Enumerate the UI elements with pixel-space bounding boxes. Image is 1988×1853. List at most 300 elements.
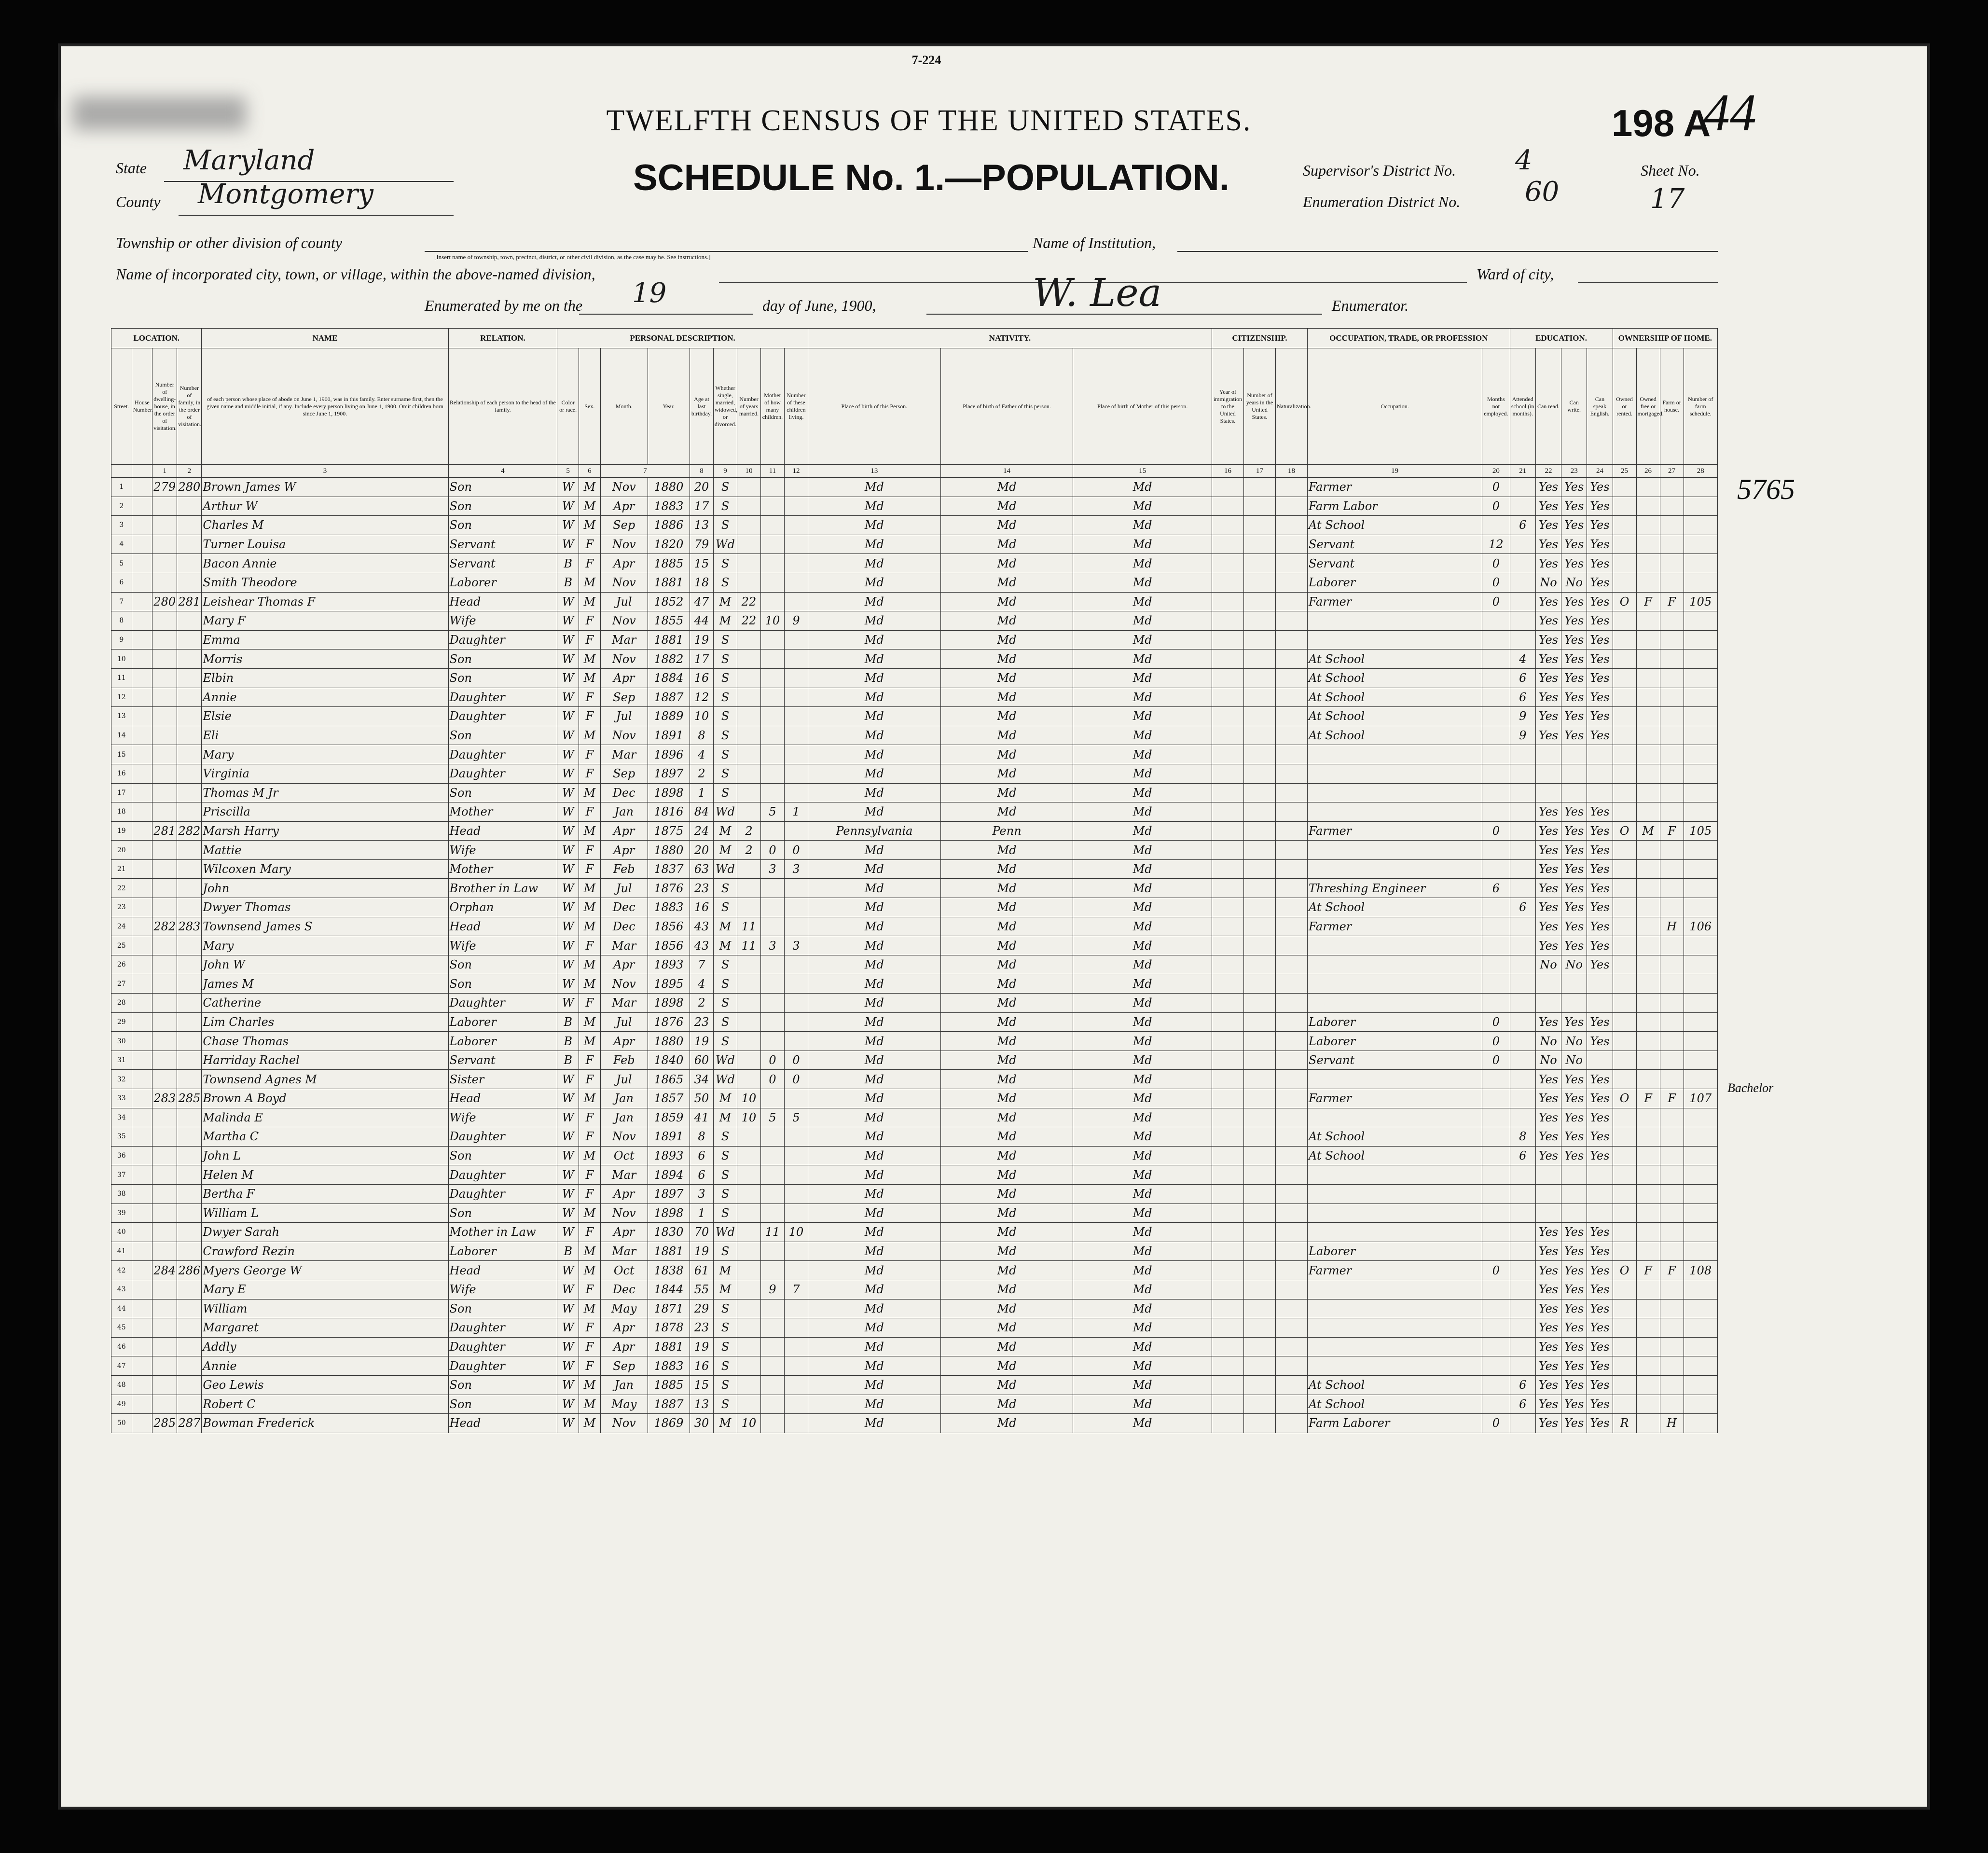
cell-own — [1613, 630, 1636, 650]
cell-mo: Apr — [600, 841, 648, 860]
cell-col: W — [557, 859, 579, 879]
cell-mo_of — [760, 1375, 784, 1395]
cell-pm: Md — [1073, 1299, 1212, 1318]
cell-wr — [1561, 783, 1587, 802]
cell-dw — [152, 688, 177, 707]
cell-sex: F — [579, 535, 601, 554]
cell-own — [1613, 879, 1636, 898]
empty-cell — [1276, 611, 1308, 631]
empty-cell — [1212, 859, 1243, 879]
cell-mo: Feb — [600, 1051, 648, 1070]
cell-col: W — [557, 745, 579, 764]
cell-yr: 1820 — [648, 535, 690, 554]
cell-mar: S — [714, 879, 737, 898]
cell-sch — [1684, 994, 1717, 1013]
cell-own — [1613, 497, 1636, 516]
cell-farm — [1660, 1375, 1684, 1395]
cell-name: Mary E — [202, 1280, 448, 1299]
cell-wr — [1561, 1184, 1587, 1203]
group-ownership: OWNERSHIP OF HOME. — [1613, 329, 1717, 348]
cell-dw — [152, 745, 177, 764]
empty-cell — [1212, 478, 1243, 497]
cell-free: M — [1636, 821, 1660, 841]
cell-rd — [1535, 994, 1561, 1013]
cell-yr: 1887 — [648, 1395, 690, 1414]
empty-cell — [1243, 1146, 1275, 1165]
empty-cell — [1243, 611, 1275, 631]
cell-rel: Daughter — [448, 1318, 557, 1338]
empty-cell — [1276, 898, 1308, 917]
empty-cell — [1276, 1223, 1308, 1242]
cell-sp — [1587, 1184, 1613, 1203]
empty-cell — [1212, 497, 1243, 516]
cell-yr: 1885 — [648, 1375, 690, 1395]
cell-wr: Yes — [1561, 668, 1587, 688]
cell-pb: Md — [808, 535, 940, 554]
line-number: 24 — [111, 917, 132, 936]
table-row — [111, 1012, 1718, 1032]
cell-free: F — [1636, 1089, 1660, 1108]
empty-cell — [132, 516, 152, 535]
cell-rel: Daughter — [448, 1127, 557, 1147]
cell-fm: 287 — [177, 1414, 202, 1433]
cell-age: 60 — [690, 1051, 714, 1070]
cell-farm — [1660, 688, 1684, 707]
cell-free — [1636, 783, 1660, 802]
cell-name: John — [202, 879, 448, 898]
empty-cell — [1212, 898, 1243, 917]
col-num: 6 — [579, 465, 601, 478]
table-row — [111, 478, 1718, 497]
cell-sp: Yes — [1587, 1070, 1613, 1089]
cell-yr: 1886 — [648, 516, 690, 535]
empty-cell — [1276, 1127, 1308, 1147]
cell-fm — [177, 1299, 202, 1318]
cell-mo: Nov — [600, 974, 648, 994]
cell-pb: Md — [808, 1261, 940, 1280]
cell-col: W — [557, 516, 579, 535]
hdr-owned: Owned or rented. — [1613, 348, 1636, 465]
cell-fm — [177, 573, 202, 592]
empty-cell — [1276, 554, 1308, 573]
cell-own — [1613, 898, 1636, 917]
cell-sp: Yes — [1587, 535, 1613, 554]
cell-mar: S — [714, 668, 737, 688]
cell-own — [1613, 745, 1636, 764]
cell-pb: Md — [808, 1146, 940, 1165]
cell-pf: Md — [940, 764, 1073, 783]
cell-fm — [177, 1032, 202, 1051]
hdr-pob-mother: Place of birth of Mother of this person. — [1073, 348, 1212, 465]
cell-col: W — [557, 898, 579, 917]
empty-cell — [132, 783, 152, 802]
cell-liv — [784, 1089, 808, 1108]
cell-pb: Md — [808, 1108, 940, 1127]
cell-pm: Md — [1073, 1032, 1212, 1051]
table-row — [111, 936, 1718, 955]
cell-farm — [1660, 1318, 1684, 1338]
cell-rd: Yes — [1535, 1089, 1561, 1108]
cell-wr: Yes — [1561, 917, 1587, 936]
cell-age: 19 — [690, 630, 714, 650]
cell-mar: M — [714, 1089, 737, 1108]
cell-pm: Md — [1073, 535, 1212, 554]
cell-mo: Sep — [600, 764, 648, 783]
cell-occ: Laborer — [1308, 1242, 1482, 1261]
cell-name: Chase Thomas — [202, 1032, 448, 1051]
cell-wr: Yes — [1561, 1375, 1587, 1395]
empty-cell — [1276, 1375, 1308, 1395]
cell-pf: Md — [940, 1261, 1073, 1280]
cell-rd: Yes — [1535, 1318, 1561, 1338]
empty-cell — [132, 1146, 152, 1165]
cell-age: 3 — [690, 1184, 714, 1203]
cell-ym: 22 — [737, 611, 760, 631]
cell-ne — [1482, 859, 1510, 879]
empty-cell — [1243, 994, 1275, 1013]
cell-sch — [1684, 516, 1717, 535]
cell-ym — [737, 1356, 760, 1376]
cell-pm: Md — [1073, 974, 1212, 994]
cell-fm — [177, 764, 202, 783]
line-number: 11 — [111, 668, 132, 688]
cell-att — [1510, 592, 1535, 611]
line-number: 18 — [111, 802, 132, 822]
cell-wr: Yes — [1561, 1070, 1587, 1089]
cell-rel: Head — [448, 1414, 557, 1433]
cell-sch — [1684, 859, 1717, 879]
cell-fm — [177, 1012, 202, 1032]
empty-cell — [1243, 1242, 1275, 1261]
empty-cell — [1243, 745, 1275, 764]
cell-name: John L — [202, 1146, 448, 1165]
empty-cell — [132, 955, 152, 974]
cell-ym — [737, 974, 760, 994]
cell-pm: Md — [1073, 497, 1212, 516]
cell-mar: Wd — [714, 859, 737, 879]
cell-wr: Yes — [1561, 1127, 1587, 1147]
cell-fm — [177, 859, 202, 879]
cell-age: 13 — [690, 516, 714, 535]
table-row — [111, 1127, 1718, 1147]
cell-liv — [784, 1337, 808, 1356]
empty-cell — [1212, 745, 1243, 764]
cell-sch — [1684, 726, 1717, 745]
cell-sch — [1684, 554, 1717, 573]
line-number: 31 — [111, 1051, 132, 1070]
cell-mar: M — [714, 821, 737, 841]
cell-free — [1636, 650, 1660, 669]
cell-wr — [1561, 1203, 1587, 1223]
cell-dw — [152, 1356, 177, 1376]
cell-free — [1636, 1356, 1660, 1376]
line-number: 5 — [111, 554, 132, 573]
cell-own — [1613, 841, 1636, 860]
empty-cell — [1212, 1051, 1243, 1070]
empty-cell — [1212, 1146, 1243, 1165]
empty-cell — [1212, 726, 1243, 745]
cell-occ: Farmer — [1308, 917, 1482, 936]
cell-pb: Md — [808, 707, 940, 726]
cell-rd: No — [1535, 1051, 1561, 1070]
table-row — [111, 1337, 1718, 1356]
cell-own — [1613, 1395, 1636, 1414]
cell-dw — [152, 497, 177, 516]
cell-rel: Daughter — [448, 1337, 557, 1356]
cell-ne: 0 — [1482, 1051, 1510, 1070]
cell-sch: 107 — [1684, 1089, 1717, 1108]
empty-cell — [1276, 1414, 1308, 1433]
empty-cell — [132, 726, 152, 745]
cell-mo_of — [760, 898, 784, 917]
empty-cell — [1243, 821, 1275, 841]
empty-cell — [132, 1012, 152, 1032]
cell-yr: 1881 — [648, 1242, 690, 1261]
cell-ym — [737, 898, 760, 917]
cell-pm: Md — [1073, 688, 1212, 707]
empty-cell — [1276, 917, 1308, 936]
cell-dw — [152, 1280, 177, 1299]
cell-sex: F — [579, 1165, 601, 1185]
cell-wr: Yes — [1561, 1242, 1587, 1261]
cell-liv — [784, 650, 808, 669]
cell-free — [1636, 497, 1660, 516]
cell-pf: Md — [940, 668, 1073, 688]
cell-dw — [152, 1108, 177, 1127]
cell-yr: 1816 — [648, 802, 690, 822]
cell-ym — [737, 1146, 760, 1165]
empty-cell — [1243, 650, 1275, 669]
cell-mo: Sep — [600, 516, 648, 535]
hdr-months-not-employed: Months not employed. — [1482, 348, 1510, 465]
table-row — [111, 994, 1718, 1013]
cell-occ — [1308, 1165, 1482, 1185]
table-row — [111, 1165, 1718, 1185]
empty-cell — [1243, 955, 1275, 974]
cell-name: Charles M — [202, 516, 448, 535]
cell-sch — [1684, 1375, 1717, 1395]
cell-age: 16 — [690, 1356, 714, 1376]
cell-occ — [1308, 974, 1482, 994]
cell-yr: 1893 — [648, 1146, 690, 1165]
empty-cell — [1243, 1070, 1275, 1089]
cell-ne — [1482, 1165, 1510, 1185]
group-name: NAME — [202, 329, 448, 348]
cell-col: W — [557, 1070, 579, 1089]
cell-att — [1510, 1242, 1535, 1261]
cell-pm: Md — [1073, 1203, 1212, 1223]
cell-pf: Md — [940, 936, 1073, 955]
cell-dw: 281 — [152, 821, 177, 841]
cell-occ: Servant — [1308, 554, 1482, 573]
cell-yr: 1871 — [648, 1299, 690, 1318]
empty-cell — [1212, 592, 1243, 611]
cell-mar: M — [714, 1280, 737, 1299]
cell-pf: Md — [940, 1070, 1073, 1089]
cell-rd: Yes — [1535, 1280, 1561, 1299]
cell-yr: 1875 — [648, 821, 690, 841]
table-row — [111, 573, 1718, 592]
cell-pb: Md — [808, 1127, 940, 1147]
cell-sp: Yes — [1587, 497, 1613, 516]
cell-name: Leishear Thomas F — [202, 592, 448, 611]
empty-cell — [1212, 1375, 1243, 1395]
cell-mar: S — [714, 688, 737, 707]
cell-pm: Md — [1073, 516, 1212, 535]
line-number: 40 — [111, 1223, 132, 1242]
cell-ne: 0 — [1482, 592, 1510, 611]
hdr-mother-of: Mother of how many children. — [760, 348, 784, 465]
col-num: 19 — [1308, 465, 1482, 478]
cell-ne — [1482, 841, 1510, 860]
cell-rd: Yes — [1535, 879, 1561, 898]
cell-ym — [737, 535, 760, 554]
cell-occ — [1308, 1203, 1482, 1223]
cell-farm: H — [1660, 917, 1684, 936]
cell-att — [1510, 955, 1535, 974]
cell-att — [1510, 1070, 1535, 1089]
cell-dw — [152, 1203, 177, 1223]
empty-cell — [132, 859, 152, 879]
cell-fm — [177, 898, 202, 917]
hdr-age: Age at last birthday. — [690, 348, 714, 465]
cell-sex: F — [579, 611, 601, 631]
cell-mar: S — [714, 764, 737, 783]
cell-att — [1510, 1032, 1535, 1051]
cell-mar: S — [714, 955, 737, 974]
cell-pb: Md — [808, 1356, 940, 1376]
cell-yr: 1883 — [648, 1356, 690, 1376]
cell-fm — [177, 1395, 202, 1414]
cell-sch — [1684, 1414, 1717, 1433]
cell-pf: Md — [940, 478, 1073, 497]
cell-occ — [1308, 783, 1482, 802]
cell-ym — [737, 994, 760, 1013]
cell-yr: 1891 — [648, 1127, 690, 1147]
cell-farm: F — [1660, 821, 1684, 841]
table-row — [111, 1032, 1718, 1051]
cell-sp: Yes — [1587, 1261, 1613, 1280]
hdr-free: Owned free or mortgaged. — [1636, 348, 1660, 465]
cell-liv: 3 — [784, 936, 808, 955]
cell-att: 6 — [1510, 898, 1535, 917]
cell-age: 84 — [690, 802, 714, 822]
cell-sch — [1684, 650, 1717, 669]
cell-yr: 1837 — [648, 859, 690, 879]
cell-mo: Apr — [600, 497, 648, 516]
cell-occ: Laborer — [1308, 1012, 1482, 1032]
cell-farm — [1660, 764, 1684, 783]
cell-ym: 10 — [737, 1108, 760, 1127]
line-number: 46 — [111, 1337, 132, 1356]
cell-yr: 1887 — [648, 688, 690, 707]
empty-cell — [1276, 1108, 1308, 1127]
cell-dw — [152, 1012, 177, 1032]
line-number: 32 — [111, 1070, 132, 1089]
cell-farm — [1660, 573, 1684, 592]
cell-ne — [1482, 1089, 1510, 1108]
empty-cell — [1243, 1299, 1275, 1318]
cell-sch — [1684, 1356, 1717, 1376]
cell-fm — [177, 688, 202, 707]
cell-mo_of — [760, 1012, 784, 1032]
cell-own: O — [1613, 821, 1636, 841]
cell-fm — [177, 650, 202, 669]
cell-ym: 10 — [737, 1089, 760, 1108]
empty-cell — [132, 1127, 152, 1147]
cell-liv — [784, 1146, 808, 1165]
cell-farm — [1660, 1184, 1684, 1203]
cell-mar: S — [714, 1012, 737, 1032]
cell-wr: Yes — [1561, 497, 1587, 516]
cell-pm: Md — [1073, 821, 1212, 841]
empty-cell — [1212, 516, 1243, 535]
empty-cell — [1212, 1356, 1243, 1376]
cell-rd: Yes — [1535, 859, 1561, 879]
cell-rd: Yes — [1535, 1012, 1561, 1032]
cell-dw: 285 — [152, 1414, 177, 1433]
cell-col: W — [557, 1089, 579, 1108]
empty-cell — [1276, 516, 1308, 535]
cell-free — [1636, 879, 1660, 898]
cell-ne — [1482, 936, 1510, 955]
cell-mar: S — [714, 1375, 737, 1395]
cell-sp: Yes — [1587, 936, 1613, 955]
cell-age: 18 — [690, 573, 714, 592]
cell-occ: At School — [1308, 1395, 1482, 1414]
cell-pf: Md — [940, 650, 1073, 669]
cell-rd — [1535, 1184, 1561, 1203]
cell-yr: 1898 — [648, 1203, 690, 1223]
cell-free — [1636, 535, 1660, 554]
cell-farm — [1660, 1051, 1684, 1070]
empty-cell — [1212, 879, 1243, 898]
cell-fm — [177, 630, 202, 650]
table-row — [111, 1089, 1718, 1108]
empty-cell — [132, 1280, 152, 1299]
cell-own — [1613, 1223, 1636, 1242]
hdr-pob-father: Place of birth of Father of this person. — [940, 348, 1073, 465]
cell-occ: At School — [1308, 707, 1482, 726]
cell-wr: Yes — [1561, 1108, 1587, 1127]
cell-pm: Md — [1073, 573, 1212, 592]
cell-rel: Daughter — [448, 630, 557, 650]
cell-dw: 280 — [152, 592, 177, 611]
empty-cell — [132, 478, 152, 497]
empty-cell — [1276, 879, 1308, 898]
cell-wr: Yes — [1561, 1299, 1587, 1318]
cell-col: W — [557, 1299, 579, 1318]
empty-cell — [1212, 917, 1243, 936]
cell-liv: 0 — [784, 1070, 808, 1089]
empty-cell — [132, 707, 152, 726]
hdr-years-married: Number of years married. — [737, 348, 760, 465]
hdr-occupation: Occupation. — [1308, 348, 1482, 465]
empty-cell — [1276, 974, 1308, 994]
empty-cell — [1212, 1127, 1243, 1147]
cell-pf: Md — [940, 841, 1073, 860]
cell-free — [1636, 974, 1660, 994]
cell-free — [1636, 1280, 1660, 1299]
cell-pb: Md — [808, 1280, 940, 1299]
cell-ne — [1482, 1318, 1510, 1338]
cell-pm: Md — [1073, 707, 1212, 726]
cell-wr — [1561, 994, 1587, 1013]
cell-free — [1636, 478, 1660, 497]
cell-farm: H — [1660, 1414, 1684, 1433]
cell-free — [1636, 1299, 1660, 1318]
cell-fm — [177, 1356, 202, 1376]
